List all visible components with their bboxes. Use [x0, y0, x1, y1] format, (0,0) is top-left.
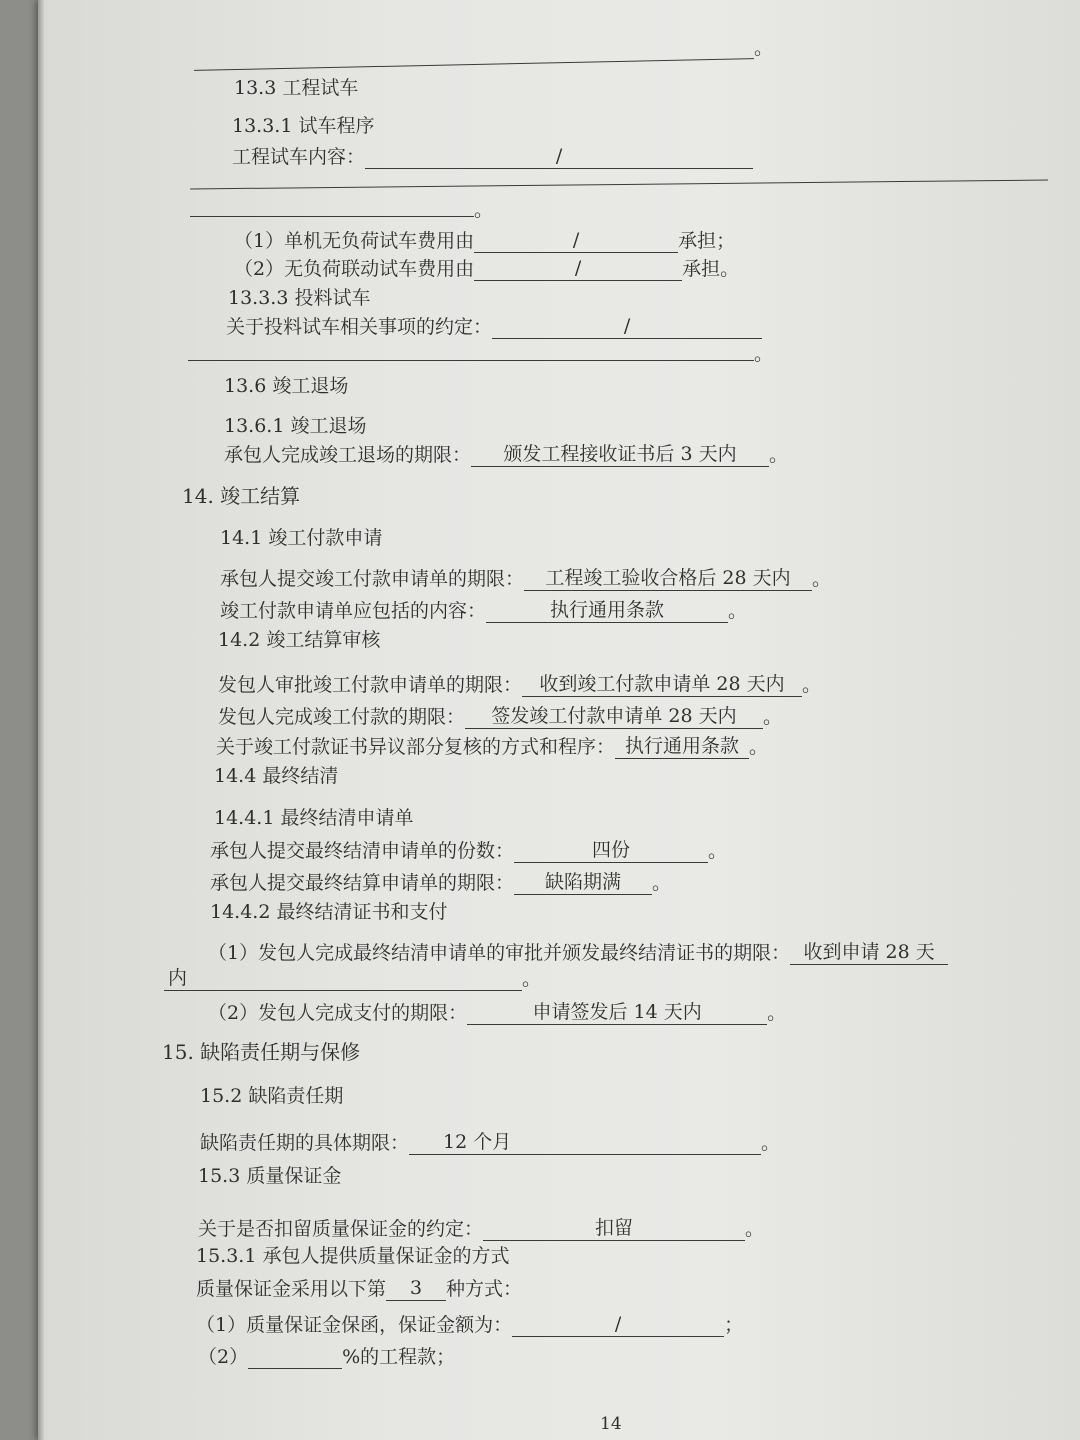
blank-line	[190, 216, 474, 217]
payterm-value: 申请签发后 14 天内	[467, 1000, 767, 1025]
retain-value: 扣留	[483, 1216, 745, 1241]
label: （1）质量保证金保函，保证金额为：	[196, 1314, 513, 1336]
period: 。	[728, 600, 748, 622]
heading-14-4: 14.4 最终结清	[214, 765, 339, 787]
test-content-value: /	[365, 144, 753, 169]
label: 关于竣工付款证书异议部分复核的方式和程序：	[216, 736, 616, 758]
test-content-row	[232, 144, 753, 169]
document-page	[38, 0, 1080, 1440]
label: 工程试车内容：	[232, 146, 366, 168]
feed-row	[226, 314, 762, 339]
apply-content-value: 执行通用条款	[486, 598, 728, 623]
label: 承担。	[682, 258, 740, 280]
label: 缺陷责任期的具体期限：	[200, 1132, 410, 1154]
label: 发包人完成竣工付款的期限：	[218, 706, 466, 728]
q2-row	[198, 1344, 455, 1369]
period: 。	[522, 968, 542, 990]
blank-line	[190, 180, 1048, 190]
q2-value	[248, 1344, 342, 1369]
q1-value: /	[512, 1312, 724, 1337]
final-term-value: 缺陷期满	[514, 870, 652, 895]
label: （2）发包人完成支付的期限：	[208, 1002, 468, 1024]
heading-15-3-1: 15.3.1 承包人提供质量保证金的方式	[196, 1245, 510, 1267]
copies-value: 四份	[514, 838, 708, 863]
cert-value-cont: 内	[164, 966, 522, 991]
method-value: 3	[386, 1276, 446, 1301]
item2-value: /	[474, 256, 682, 281]
period: 。	[749, 736, 769, 758]
page-edge	[38, 0, 44, 1440]
period: 。	[767, 1002, 787, 1024]
apply-content-row	[220, 598, 747, 623]
heading-14-1: 14.1 竣工付款申请	[220, 527, 383, 549]
cert-row	[208, 940, 948, 965]
final-term-row	[210, 870, 671, 895]
exit-value: 颁发工程接收证书后 3 天内	[471, 442, 769, 467]
cert-value: 收到申请 28 天	[790, 940, 948, 965]
heading-15-3: 15.3 质量保证金	[198, 1165, 342, 1187]
label: 承包人提交最终结算申请单的期限：	[210, 872, 515, 894]
heading-14-2: 14.2 竣工结算审核	[218, 629, 381, 651]
item1-row	[234, 228, 735, 253]
approve-row	[218, 672, 821, 697]
label: （2）	[198, 1346, 249, 1368]
period: 。	[652, 872, 672, 894]
period: 。	[802, 674, 822, 696]
heading-14-4-1: 14.4.1 最终结清申请单	[214, 807, 414, 829]
heading-13-6-1: 13.6.1 竣工退场	[224, 415, 367, 437]
label: 承包人提交竣工付款申请单的期限：	[220, 568, 525, 590]
label: 竣工付款申请单应包括的内容：	[220, 600, 487, 622]
period: 。	[754, 37, 774, 59]
heading-13-6: 13.6 竣工退场	[224, 375, 349, 397]
label: 发包人审批竣工付款申请单的期限：	[218, 674, 523, 696]
period: 。	[763, 706, 783, 728]
heading-13-3-3: 13.3.3 投料试车	[228, 287, 371, 309]
label: （2）无负荷联动试车费用由	[234, 258, 475, 280]
period: 。	[474, 199, 494, 221]
label: 种方式：	[446, 1278, 523, 1300]
period-row	[200, 1130, 780, 1155]
apply-term-row	[220, 566, 831, 591]
cert-row-cont	[164, 966, 541, 991]
heading-13-3-1: 13.3.1 试车程序	[232, 115, 375, 137]
exit-row	[224, 442, 788, 467]
label: 承担；	[678, 230, 736, 252]
label: （1）单机无负荷试车费用由	[234, 230, 475, 252]
blank-line	[188, 360, 754, 361]
pay-value: 签发竣工付款申请单 28 天内	[465, 704, 763, 729]
dispute-row	[216, 734, 768, 759]
payterm-row	[208, 1000, 786, 1025]
page-number: 14	[600, 1414, 622, 1434]
period-value: 12 个月	[409, 1130, 761, 1155]
feed-value: /	[492, 314, 762, 339]
label: 关于是否扣留质量保证金的约定：	[198, 1218, 484, 1240]
period: 。	[812, 568, 832, 590]
period: 。	[761, 1132, 781, 1154]
period: 。	[708, 840, 728, 862]
section-15: 15. 缺陷责任期与保修	[162, 1040, 361, 1064]
label: 质量保证金采用以下第	[196, 1278, 387, 1300]
label: 承包人完成竣工退场的期限：	[224, 444, 472, 466]
apply-term-value: 工程竣工验收合格后 28 天内	[524, 566, 812, 591]
section-14: 14. 竣工结算	[182, 484, 301, 508]
period: 。	[745, 1218, 765, 1240]
item2-row	[234, 256, 739, 281]
label: 关于投料试车相关事项的约定：	[226, 316, 493, 338]
period: 。	[754, 343, 774, 365]
q1-row	[196, 1312, 743, 1337]
heading-13-3: 13.3 工程试车	[234, 77, 359, 99]
blank-line	[194, 58, 754, 71]
method-row	[196, 1276, 522, 1301]
approve-value: 收到竣工付款申请单 28 天内	[522, 672, 802, 697]
semicolon: ；	[724, 1314, 744, 1336]
period: 。	[769, 444, 789, 466]
label: （1）发包人完成最终结清申请单的审批并颁发最终结清证书的期限：	[208, 942, 791, 964]
heading-14-4-2: 14.4.2 最终结清证书和支付	[210, 901, 448, 923]
label: %的工程款；	[342, 1346, 456, 1368]
dispute-value: 执行通用条款	[615, 734, 749, 759]
heading-15-2: 15.2 缺陷责任期	[200, 1085, 344, 1107]
copies-row	[210, 838, 727, 863]
item1-value: /	[474, 228, 678, 253]
pay-row	[218, 704, 782, 729]
label: 承包人提交最终结清申请单的份数：	[210, 840, 515, 862]
retain-row	[198, 1216, 764, 1241]
